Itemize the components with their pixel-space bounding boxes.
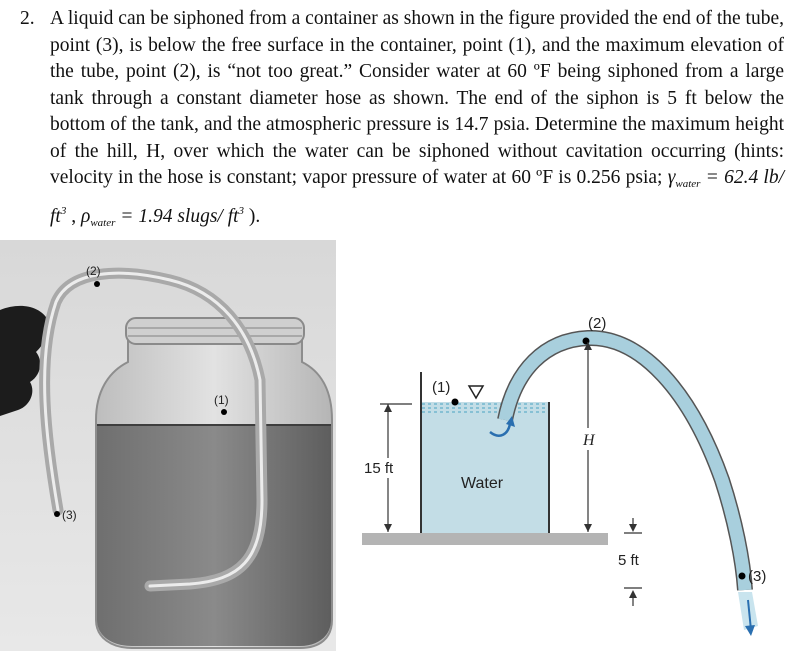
problem-body: A liquid can be siphoned from a container as shown in the figure provided the end of the tube, point (3), is below the free surface in the container, point (1), and the maximum elevation of the tube, point (2), is “not too great.” Consider water at 60 ºF being siphoned from a large tank through a constant diameter hose as shown. The end of the siphon is 5 ft below the bottom of the tank, and the atmospheric pressure is 14.7 psia. Determine the maximum height of the hill, H, over which the water can be siphoned without cavitation occurring (hints: velocity in the hose is constant; vapor pressure of water at 60 ºF is 0.256 psia; <box>50 8 784 188</box>
jar-neck <box>126 318 304 344</box>
jar-liquid <box>97 425 331 646</box>
rho-exponent: 3 <box>238 204 245 217</box>
photo-label-3: (3) <box>62 508 77 522</box>
problem-text <box>50 6 784 236</box>
siphon-diagram <box>340 300 798 651</box>
gamma-subscript: water <box>675 178 701 190</box>
free-surface-symbol <box>469 386 483 398</box>
photo-point-1 <box>221 409 227 415</box>
photo-point-2 <box>94 281 100 287</box>
formula-separator: , <box>66 205 81 227</box>
tank-water <box>421 402 549 533</box>
rho-value: = 1.94 slugs/ ft <box>115 205 239 227</box>
diagram-point-1 <box>452 399 459 406</box>
outflow-spray <box>738 592 758 630</box>
problem-closing: ). <box>244 205 261 227</box>
label-water: Water <box>461 475 504 492</box>
diagram-label-1: (1) <box>432 379 451 396</box>
rho-symbol: ρ <box>80 205 91 227</box>
gamma-value: = 62.4 lb/ ft <box>50 167 785 227</box>
label-15ft: 15 ft <box>364 460 394 477</box>
ground <box>362 533 608 545</box>
gamma-symbol: γ <box>667 167 676 188</box>
diagram-point-3 <box>739 573 746 580</box>
label-5ft: 5 ft <box>618 552 639 569</box>
siphon-photo <box>0 240 336 651</box>
photo-point-3 <box>54 511 60 517</box>
rho-subscript: water <box>90 216 116 229</box>
photo-label-1: (1) <box>214 393 229 407</box>
label-H: H <box>583 432 595 449</box>
problem-number: 2. <box>20 8 35 29</box>
photo-label-2: (2) <box>86 264 101 278</box>
gamma-exponent: 3 <box>60 204 67 217</box>
diagram-label-3: (3) <box>748 568 767 585</box>
rho-formula <box>81 206 244 227</box>
diagram-label-2: (2) <box>588 315 607 332</box>
